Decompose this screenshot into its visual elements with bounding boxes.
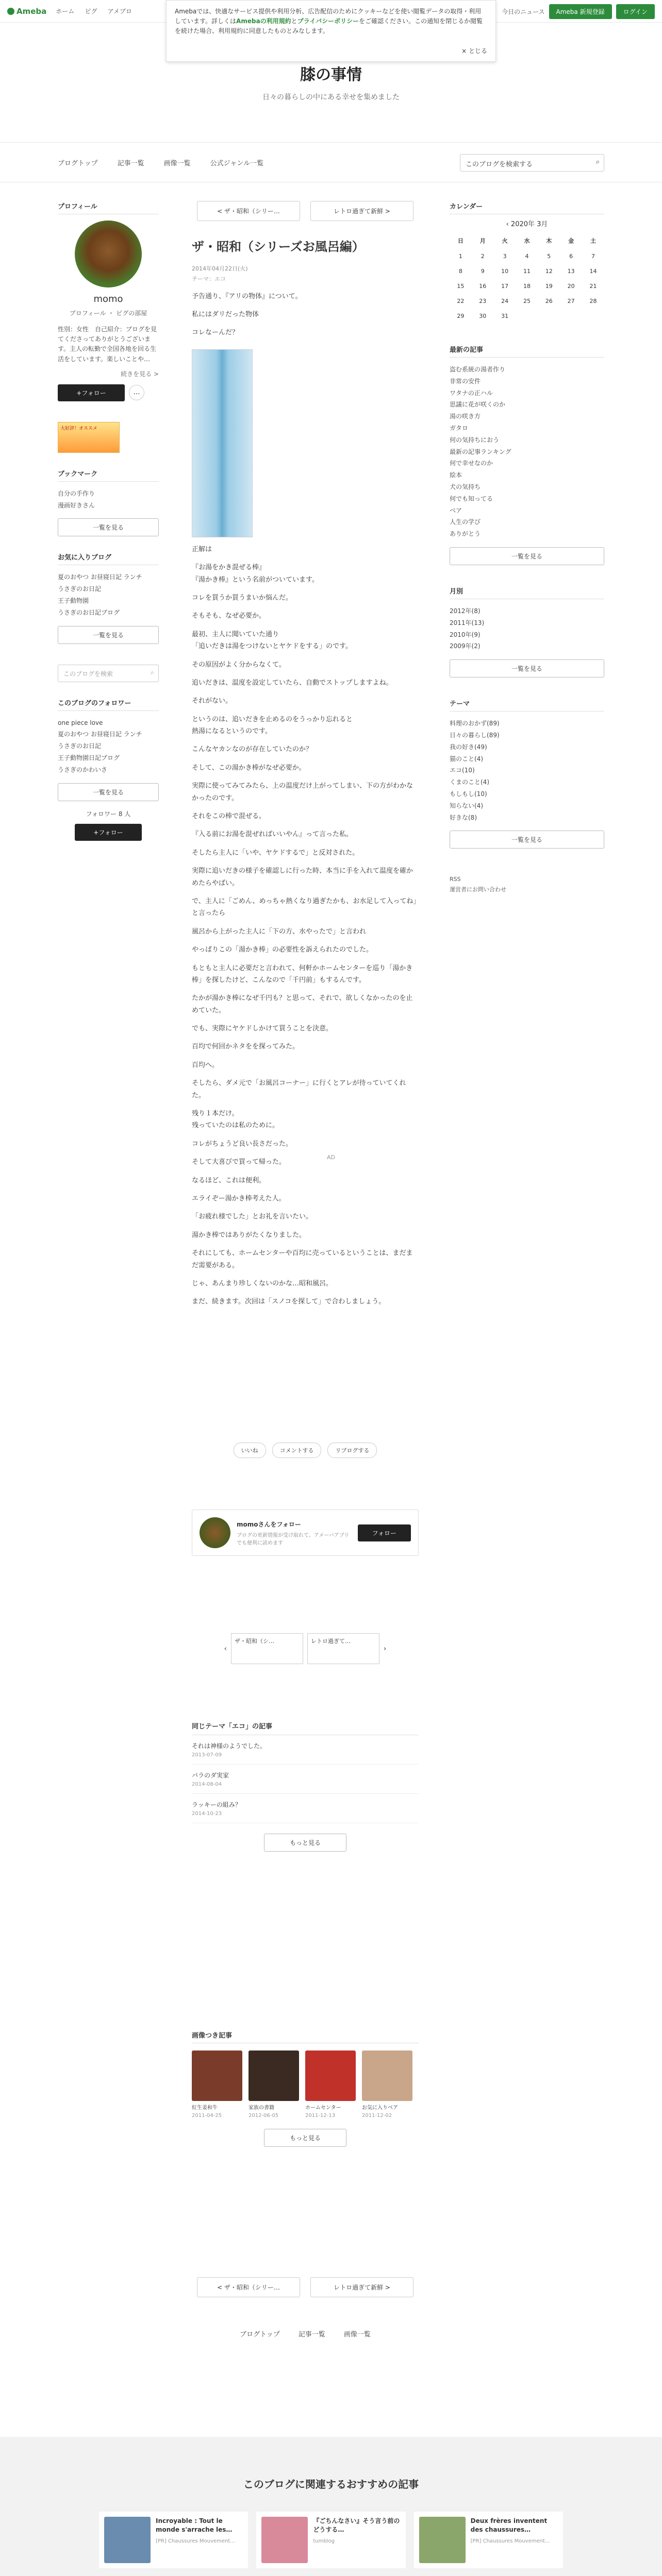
- image-posts-title: 画像つき記事: [192, 2030, 419, 2043]
- image-posts-more-button[interactable]: もっと見る: [264, 2129, 346, 2147]
- recent-item[interactable]: 思議に花が咲くのか: [450, 401, 506, 409]
- list-item[interactable]: [192, 1765, 419, 1794]
- favorite-item[interactable]: 夏のおやつ お昼寝日記 ランチ: [58, 573, 142, 581]
- calendar-day[interactable]: 16: [479, 283, 487, 290]
- nav-ameblo[interactable]: アメブロ: [107, 8, 132, 15]
- theme-item[interactable]: 我の好き(49): [450, 743, 487, 751]
- post-thumbnail[interactable]: [305, 2050, 356, 2101]
- post-image[interactable]: [192, 349, 253, 537]
- post-paragraph: 予告通り、『アリの物体』について。: [192, 292, 302, 300]
- follow-button[interactable]: +フォロー: [75, 824, 142, 841]
- recent-item[interactable]: ガタロ: [450, 424, 469, 432]
- follow-button[interactable]: +フォロー: [58, 384, 125, 401]
- prev-post-button[interactable]: < ザ・昭和（シリー…: [197, 2277, 300, 2297]
- calendar-day[interactable]: 9: [481, 268, 485, 275]
- recent-item[interactable]: 犬の気持ち: [450, 483, 481, 490]
- right-sidebar: [450, 201, 604, 895]
- rss-link[interactable]: RSS: [450, 876, 461, 883]
- post-paragraph: 残り１本だけ。 残っていたのは私のために。: [192, 1110, 279, 1130]
- calendar-day[interactable]: 27: [567, 298, 575, 304]
- post-thumbnail[interactable]: [249, 2050, 299, 2101]
- calendar-day[interactable]: 21: [589, 283, 597, 290]
- recommended-card[interactable]: [414, 2512, 563, 2568]
- post-paragraph: 『入る前にお湯を混ぜればいいやん』って言った私。: [192, 831, 353, 839]
- archive-item[interactable]: 2011年(13): [450, 619, 485, 626]
- image-post-title[interactable]: 家族の書籍: [249, 2105, 274, 2111]
- calendar-day[interactable]: 10: [501, 268, 509, 275]
- archive-item[interactable]: 2010年(9): [450, 631, 481, 638]
- theme-item[interactable]: 知らない(4): [450, 802, 483, 809]
- cookie-mid: と: [291, 18, 297, 25]
- post-paragraph: 実際に使ってみてみたら、上の温度だけ上がってしまい、下の方がわかなかったのです。: [192, 782, 413, 802]
- item-title[interactable]: ラッキーの組み？: [192, 1801, 241, 1808]
- nav-image-list[interactable]: 画像一覧: [163, 159, 191, 167]
- post-paragraph: そもそも、なぜ必要か。: [192, 612, 266, 620]
- calendar-weekday: 木: [546, 238, 552, 244]
- archive-title: 月別: [450, 586, 604, 599]
- bookmark-item[interactable]: 漫画好きさん: [58, 501, 95, 509]
- followers-title: このブログのフォロワー: [58, 698, 159, 711]
- calendar-day[interactable]: 3: [503, 253, 507, 260]
- theme-more-button[interactable]: 一覧を見る: [450, 831, 604, 849]
- calendar-day[interactable]: 14: [589, 268, 597, 275]
- favorite-item[interactable]: 王子動物園: [58, 597, 89, 604]
- blog-title[interactable]: 膝の事情: [300, 66, 362, 84]
- post-paragraph: 「お疲れ様でした」とお礼を言いたい。: [192, 1213, 313, 1221]
- same-theme-section: [192, 1721, 419, 1852]
- follower-item[interactable]: one piece love: [58, 719, 103, 726]
- calendar-day[interactable]: 20: [567, 283, 575, 290]
- card-source: [PR] Chaussures Mouvement…: [156, 2538, 236, 2544]
- post-paragraph: エライぞー湯かき棒考えた人。: [192, 1195, 286, 1202]
- calendar-day[interactable]: 26: [545, 298, 553, 304]
- carousel-item[interactable]: レトロ過ぎて…: [307, 1633, 379, 1664]
- post-paragraph: 百均へ。: [192, 1061, 219, 1069]
- chevron-right-icon[interactable]: ›: [384, 1645, 387, 1653]
- like-button[interactable]: いいね: [234, 1443, 266, 1458]
- theme-item[interactable]: エコ(10): [450, 767, 475, 774]
- theme-title: テーマ: [450, 698, 604, 711]
- recent-item[interactable]: 絵本: [450, 471, 462, 479]
- follower-item[interactable]: うさぎのかわいさ: [58, 766, 108, 773]
- calendar-day[interactable]: 5: [547, 253, 551, 260]
- follower-item[interactable]: 王子動物園日記ブログ: [58, 754, 120, 761]
- nav-home[interactable]: ホーム: [56, 8, 75, 15]
- ameba-logo-icon: [7, 8, 14, 15]
- calendar-day[interactable]: [582, 309, 604, 324]
- cookie-notice: [166, 0, 496, 62]
- card-source: tumblog: [313, 2538, 335, 2544]
- recent-title: 最新の記事: [450, 344, 604, 358]
- post-paragraph: たかが湯かき棒になぜ千円も？と思って、それで、欲しくなかったのを止めていた。: [192, 994, 413, 1014]
- nav-blog-top[interactable]: ブログトップ: [240, 2331, 280, 2338]
- calendar-day[interactable]: 31: [501, 313, 509, 319]
- follow-box-desc: ブログの更新情報が受け取れて、アメーバアプリでも便利に読めます: [237, 1532, 350, 1546]
- theme-item[interactable]: 猫のこと(4): [450, 755, 483, 762]
- calendar-day[interactable]: [538, 309, 560, 324]
- share-bar: [192, 1443, 419, 1458]
- item-date: 2014-08-04: [192, 1782, 222, 1787]
- card-thumbnail[interactable]: [104, 2517, 151, 2563]
- post-paragraph: というのは、追いだきを止めるのをうっかり忘れると 熱湯になるというのです。: [192, 715, 353, 736]
- cookie-close-button[interactable]: × とじる: [461, 47, 487, 55]
- post-paragraph: コレがちょうど良い長さだった。: [192, 1140, 293, 1148]
- bottom-nav: [192, 2329, 419, 2338]
- follow-box: [192, 1510, 419, 1556]
- report-link[interactable]: 運営者にお問い合わせ: [450, 886, 506, 893]
- post-paragraph: コレを買うか買うまいか悩んだ。: [192, 594, 293, 602]
- recent-item[interactable]: ワタナの正ハル: [450, 389, 493, 397]
- post-paragraph: 『お湯をかき混ぜる棒』 『湯かき棒』という名前がついています。: [192, 564, 319, 584]
- nav-pigg[interactable]: ピグ: [85, 8, 97, 15]
- blog-header: [0, 62, 662, 102]
- recent-item[interactable]: ありがとう: [450, 530, 481, 538]
- chevron-left-icon[interactable]: ‹: [224, 1645, 227, 1653]
- recent-item[interactable]: ベア: [450, 506, 462, 514]
- card-title[interactable]: 『ごちんなさい』そう言う前のどうする…: [313, 2517, 400, 2533]
- nav-blog-top[interactable]: ブログトップ: [58, 159, 98, 167]
- same-theme-more-button[interactable]: もっと見る: [264, 1834, 346, 1852]
- global-nav: [0, 142, 662, 182]
- favorite-item[interactable]: うさぎのお日記ブログ: [58, 608, 120, 616]
- same-theme-title: 同じテーマ「エコ」の記事: [192, 1721, 419, 1735]
- prev-post-button[interactable]: < ザ・昭和（シリー…: [197, 201, 300, 221]
- follow-button[interactable]: フォロー: [358, 1524, 411, 1541]
- post-paragraph: その原因がよく分からなくて。: [192, 660, 286, 669]
- image-post-date: 2011-12-13: [305, 2113, 336, 2119]
- main-content: [192, 201, 419, 1308]
- follow-box-name: momoさんをフォロー: [237, 1520, 301, 1528]
- calendar-day[interactable]: [516, 309, 538, 324]
- image-post-title[interactable]: お気に入りベア: [362, 2105, 398, 2111]
- favorite-item[interactable]: うさぎのお日記: [58, 585, 102, 593]
- theme-item[interactable]: 日々の暮らし(89): [450, 731, 500, 739]
- bookmark-item[interactable]: 自分の手作り: [58, 489, 95, 497]
- blog-search-input[interactable]: このブログを検索する ⌕: [460, 154, 604, 172]
- post-paragraph: 私にはダリだった物体: [192, 310, 259, 318]
- profile-more-link[interactable]: 続きを見る >: [121, 370, 159, 378]
- calendar-day[interactable]: 7: [591, 253, 595, 260]
- calendar-day[interactable]: 13: [567, 268, 575, 275]
- card-title[interactable]: Incroyable : Tout le monde s'arrache les…: [156, 2517, 233, 2533]
- comment-button[interactable]: コメントする: [272, 1443, 322, 1458]
- recent-more-button[interactable]: 一覧を見る: [450, 547, 604, 565]
- ameba-logo[interactable]: Ameba: [7, 7, 46, 16]
- profile-info: 性別：女性 自己紹介：ブログを見てくださってありがとうございます。主人の転勤で全国各地を回る生活をしています。楽しいことや…: [58, 326, 157, 363]
- signup-button[interactable]: Ameba 新規登録: [549, 4, 612, 19]
- nav-genre-list[interactable]: 公式ジャンル一覧: [210, 159, 264, 167]
- post-paragraph: まだ、続きます。次回は「スノコを探して」で合わしましょう。: [192, 1298, 386, 1306]
- post-paragraph: 百均で何回かネタをを探ってみた。: [192, 1043, 300, 1051]
- calendar-weekday: 月: [479, 238, 486, 244]
- post-paragraph: それをこの棒で混ぜる。: [192, 812, 266, 821]
- calendar-day[interactable]: 19: [545, 283, 553, 290]
- post-paragraph: やっぱりこの「湯かき棒」の必要性を訴えられたのでした。: [192, 946, 373, 954]
- nav-image-list[interactable]: 画像一覧: [343, 2331, 371, 2338]
- theme-item[interactable]: くまのこと(4): [450, 778, 489, 786]
- login-button[interactable]: ログイン: [616, 4, 655, 19]
- left-sidebar: [58, 201, 159, 841]
- item-title[interactable]: バラのダ実家: [192, 1772, 229, 1779]
- bookmark-more-button[interactable]: 一覧を見る: [58, 518, 159, 536]
- post-paragraph: 風呂から上がった主人に「下の方、水やったで」と言われ: [192, 927, 367, 936]
- calendar-day[interactable]: 25: [523, 298, 531, 304]
- post-paragraph: 正解は: [192, 545, 212, 553]
- recommended-card[interactable]: [256, 2512, 405, 2568]
- follower-count: フォロワー 8 人: [86, 810, 131, 818]
- carousel-item[interactable]: ザ・昭和（シ…: [231, 1633, 303, 1664]
- avatar[interactable]: [75, 221, 142, 287]
- image-post[interactable]: [249, 2050, 299, 2119]
- post-paragraph: そしたら、ダメ元で「お風呂コーナー」に行くとアレが待っていてくれた。: [192, 1079, 406, 1099]
- image-post-date: 2011-04-25: [192, 2113, 222, 2119]
- image-posts-section: [192, 2030, 419, 2147]
- post-paragraph: そして、この湯かき棒がなぜ必要か。: [192, 764, 306, 772]
- calendar-day[interactable]: 2: [481, 253, 485, 260]
- card-title[interactable]: Deux frères inventent des chaussures…: [470, 2517, 548, 2533]
- image-post-title[interactable]: 紅生姜和牛: [192, 2105, 218, 2111]
- post-theme[interactable]: テーマ：エコ: [192, 275, 226, 282]
- item-title[interactable]: それは神様のようでした。: [192, 1742, 267, 1750]
- list-item[interactable]: [192, 1794, 419, 1823]
- cookie-text: Amebaでは、快適なサービス提供や利用分析、広告配信のためにクッキーなどを使い閲覧データの取得・利用しています。詳しくは: [175, 8, 482, 25]
- favorites-more-button[interactable]: 一覧を見る: [58, 626, 159, 644]
- post-paragraph: 最初、主人に聞いていた通り 「追いだきは湯をつけないとヤケドをする」のです。: [192, 630, 352, 651]
- image-post[interactable]: [305, 2050, 356, 2119]
- calendar-month: ‹ 2020年 3月: [506, 221, 548, 228]
- calendar-day[interactable]: 28: [589, 298, 597, 304]
- calendar-day[interactable]: [560, 309, 582, 324]
- post-paragraph: それにしても、ホームセンターや百均に売っているということは、まだまだ需要がある。: [192, 1249, 413, 1269]
- recent-item[interactable]: 最新の記事ランキング: [450, 448, 511, 455]
- calendar-weekday: 火: [502, 238, 508, 244]
- post-paragraph: なるほど、これは便利。: [192, 1176, 266, 1184]
- card-thumbnail[interactable]: [419, 2517, 466, 2563]
- item-date: 2014-10-23: [192, 1811, 222, 1817]
- recent-item[interactable]: 人生の学び: [450, 518, 481, 526]
- calendar-day[interactable]: 15: [457, 283, 465, 290]
- post-paragraph: そしたら主人に「いや、ヤケドするで」と反対された。: [192, 849, 359, 857]
- calendar-day[interactable]: 29: [457, 313, 465, 319]
- recent-item[interactable]: 湯の咲き方: [450, 413, 481, 420]
- calendar-title: カレンダー: [450, 201, 604, 214]
- post-paragraph: こんなヤカンなのが存在していたのか？: [192, 745, 313, 754]
- bottom-pager: [192, 2277, 419, 2297]
- calendar-day[interactable]: 1: [458, 253, 462, 260]
- archive-more-button[interactable]: 一覧を見る: [450, 659, 604, 677]
- recent-item[interactable]: 非常の安件: [450, 377, 481, 385]
- image-post[interactable]: [192, 2050, 242, 2119]
- recommended-card[interactable]: [99, 2512, 248, 2568]
- post-paragraph: 湯かき棒ではありがたくなりました。: [192, 1231, 306, 1239]
- post-paragraph: で、主人に「ごめん、めっちゃ熱くなり過ぎたかも、お水足して入ってね」と言ったら: [192, 897, 417, 918]
- privacy-link[interactable]: プライバシーポリシー: [297, 18, 359, 25]
- bookmark-title: ブックマーク: [58, 468, 159, 482]
- calendar-day[interactable]: 11: [523, 268, 531, 275]
- calendar-weekday: 日: [457, 238, 464, 244]
- post-paragraph: それがない。: [192, 697, 233, 705]
- image-post-title[interactable]: ホームセンター: [305, 2105, 341, 2111]
- favorites-title: お気に入りブログ: [58, 552, 159, 565]
- post-paragraph: 実際に追いだきの様子を確認しに行った時、本当に手を入れて温度を確かめたらやばい。: [192, 867, 413, 887]
- item-date: 2013-07-09: [192, 1752, 222, 1758]
- next-post-button[interactable]: レトロ過ぎて新鮮 >: [310, 201, 413, 221]
- avatar[interactable]: [200, 1517, 230, 1548]
- image-post-date: 2011-12-02: [362, 2113, 392, 2119]
- calendar-day[interactable]: 23: [479, 298, 487, 304]
- recent-item[interactable]: 何で幸せなのか: [450, 460, 493, 467]
- calendar-day[interactable]: 22: [457, 298, 465, 304]
- post-paragraph: そして大喜びで買って帰った。: [192, 1158, 286, 1166]
- calendar-day[interactable]: 30: [479, 313, 487, 319]
- theme-item[interactable]: 好きな(8): [450, 814, 477, 821]
- post-carousel: [192, 1633, 419, 1664]
- calendar-day[interactable]: 12: [545, 268, 553, 275]
- recommended-section: [0, 2437, 662, 2576]
- cookie-tail: をご確認ください。この通知を閉じるか閲覧を続けた場合、利用規約に同意したものとみなします。: [175, 18, 483, 35]
- blog-subtitle: 日々の暮らしの中にある幸せを集めました: [262, 93, 400, 101]
- more-options-button[interactable]: …: [129, 385, 144, 400]
- news-icon[interactable]: 今日のニュース: [502, 8, 545, 15]
- post-thumbnail[interactable]: [192, 2050, 242, 2101]
- card-source: [PR] Chaussures Mouvement…: [470, 2538, 550, 2544]
- top-nav: [56, 7, 140, 15]
- terms-link[interactable]: Amebaの利用規約: [236, 18, 291, 25]
- chevron-left-icon[interactable]: ‹: [506, 221, 511, 228]
- post-paragraph: でも、実際にヤケドしかけて買うことを決意。: [192, 1025, 333, 1033]
- theme-item[interactable]: 料理のおかず(89): [450, 720, 500, 727]
- calendar-weekday: 水: [524, 238, 530, 244]
- calendar-weekday: 土: [590, 238, 597, 244]
- follower-item[interactable]: 夏のおやつ お昼寝日記 ランチ: [58, 731, 142, 738]
- search-icon[interactable]: ⌕: [595, 158, 600, 166]
- list-item[interactable]: [192, 1735, 419, 1765]
- calendar-day[interactable]: 8: [458, 268, 462, 275]
- post-thumbnail[interactable]: [362, 2050, 412, 2101]
- calendar-day[interactable]: 4: [525, 253, 529, 260]
- archive-item[interactable]: 2009年(2): [450, 642, 481, 650]
- post-paragraph: コレなーんだ？: [192, 329, 239, 337]
- nav-entry-list[interactable]: 記事一覧: [117, 159, 144, 167]
- image-post[interactable]: [362, 2050, 412, 2119]
- post-date: 2014年04月22日(火): [192, 265, 248, 272]
- calendar-weekday: 金: [568, 238, 574, 244]
- profile-links[interactable]: プロフィール ・ ピグの部屋: [69, 310, 147, 317]
- follower-item[interactable]: うさぎのお日記: [58, 742, 102, 750]
- post-paragraph: じゃ、あんまり珍しくないのかな…昭和風呂。: [192, 1279, 333, 1287]
- recommended-title: このブログに関連するおすすめの記事: [243, 2478, 419, 2490]
- post-paragraph: 追いだきは、温度を設定していたら、自動でストップしますよね。: [192, 679, 393, 687]
- profile-name[interactable]: momo: [93, 294, 123, 304]
- card-thumbnail[interactable]: [261, 2517, 308, 2563]
- calendar-day[interactable]: 6: [569, 253, 573, 260]
- archive-item[interactable]: 2012年(8): [450, 607, 481, 615]
- nav-entry-list[interactable]: 記事一覧: [298, 2331, 325, 2338]
- sidebar-search-input[interactable]: このブログを検索 ⌕: [58, 665, 159, 682]
- reblog-button[interactable]: リブログする: [327, 1443, 377, 1458]
- profile-title: プロフィール: [58, 201, 159, 214]
- calendar-day[interactable]: 24: [501, 298, 509, 304]
- ad-label: AD: [327, 1154, 335, 1161]
- promo-banner[interactable]: 大好評！オススメ: [58, 422, 120, 453]
- post-paragraph: もともと主人に必要だと言われて、何軒かホームセンターを巡り「湯かき棒」を探したけど、こんなので「千円前」もするんです。: [192, 964, 413, 984]
- search-icon[interactable]: ⌕: [151, 668, 154, 676]
- recent-item[interactable]: 何でも知ってる: [450, 495, 493, 502]
- recent-item[interactable]: 盗む系統の湯者作り: [450, 366, 506, 373]
- theme-item[interactable]: もしもし(10): [450, 790, 487, 798]
- recent-item[interactable]: 何の気持ちにおう: [450, 436, 500, 444]
- image-post-date: 2012-06-05: [249, 2113, 279, 2119]
- post-title[interactable]: ザ・昭和（シリーズお風呂編）: [192, 240, 365, 254]
- calendar-day[interactable]: 17: [501, 283, 509, 290]
- calendar-day[interactable]: 18: [523, 283, 531, 290]
- followers-more-button[interactable]: 一覧を見る: [58, 783, 159, 801]
- calendar: [450, 201, 604, 324]
- next-post-button[interactable]: レトロ過ぎて新鮮 >: [310, 2277, 413, 2297]
